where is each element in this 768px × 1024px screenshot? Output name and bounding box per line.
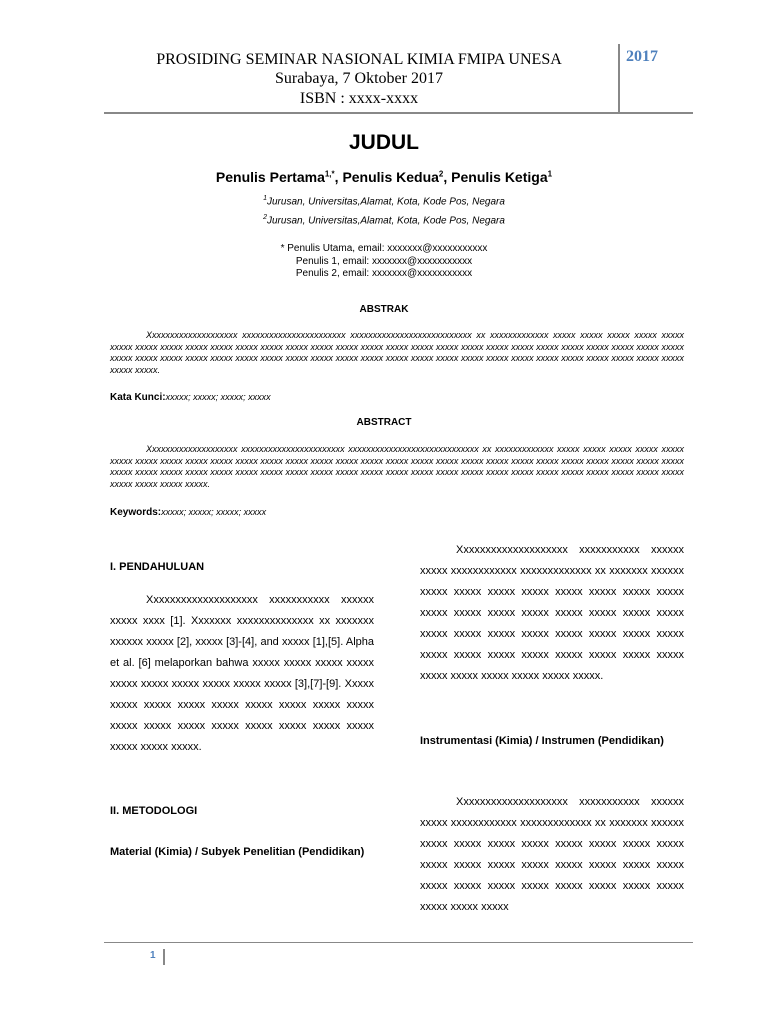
affiliation-1 (0, 195, 768, 207)
keywords-label: Keywords: (110, 507, 162, 518)
page-number-divider (163, 949, 165, 965)
email-corresponding: * Penulis Utama, email: xxxxxxx@xxxxxxxxxxx (280, 243, 488, 254)
paper-title: JUDUL (348, 131, 419, 154)
proceedings-isbn: ISBN : xxxx-xxxx (299, 90, 419, 107)
abstract-body (110, 444, 684, 490)
author-3: Penulis Ketiga (451, 169, 548, 185)
header-vertical-rule (618, 44, 620, 112)
pendahuluan-body (110, 590, 374, 758)
abstract-text: Xxxxxxxxxxxxxxxxxxxx xxxxxxxxxxxxxxxxxxxxxxx xxxxxxxxxxxxxxxxxxxxxxxxxxxxx xx xxxxxxxxxxxxx xxxxx xxxxx xxxxx xxxxx xxxxx xxxxx xxxxx xxxxx xxxxx xxxxx xxxxx xxxxx xxxxx xxxxx xxxxx xxxxx xxxxx xxxxx xxxxx xxxxx xxxxx xxxxx xxxxx xxxxx xxxxx xxxxx xxxxx xxxxx xxxxx xxxxx xxxxx xxxxx xxxxx xxxxx xxxxx xxxxx xxxxx xxxxx xxxxx xxxxx xxxxx xxxxx xxxxx xxxxx xxxxx xxxxx xxxxx xxxxx xxxxx xxxxx xxxxx xxxxx xxxxx xxxxx xxxxx. (110, 444, 684, 489)
right-col-paragraph-1-text: Xxxxxxxxxxxxxxxxxxxx xxxxxxxxxxx xxxxxx xxxxx xxxxxxxxxxxx xxxxxxxxxxxxx xx xxxxxxx xxxxxx xxxxx xxxxx xxxxx xxxxx xxxxx xxxxx xxxxx xxxxx xxxxx xxxxx xxxxx xxxxx xxxxx xxxxx xxxxx xxxxx xxxxx xxxxx xxxxx xxxxx xxxxx xxxxx xxxxx xxxxx xxxxx xxxxx xxxxx xxxxx xxxxx xxxxx xxxxx xxxxx xxxxx xxxxx xxxxx xxxxx xxxxx xxxxx. (420, 544, 684, 682)
author-1: Penulis Pertama (215, 169, 325, 185)
pendahuluan-text: Xxxxxxxxxxxxxxxxxxxx xxxxxxxxxxx xxxxxx xxxxx xxxx [1]. Xxxxxxx xxxxxxxxxxxxxx xx xxxxxxx xxxxxx xxxxx [2], xxxxx [3]-[4], and xxxxx [1],[5]. Alpha et al. [6] melaporkan bahwa xxxxx xxxxx xxxxx xxxxx xxxxx xxxxx xxxxx xxxxx xxxxx xxxxx [3],[7]-[9]. Xxxxx xxxxx xxxxx xxxxx xxxxx xxxxx xxxxx xxxxx xxxxx xxxxx xxxxx xxxxx xxxxx xxxxx xxxxx xxxxx xxxxx xxxxx xxxxx xxxxx. (110, 594, 374, 753)
right-col-paragraph-1 (420, 540, 684, 687)
affiliation-2-text: Jurusan, Universitas,Alamat, Kota, Kode Pos, Negara (267, 215, 505, 227)
author-2: Penulis Kedua (342, 169, 439, 185)
header-rule (104, 112, 693, 114)
keywords (110, 507, 266, 518)
affiliation-2 (0, 214, 768, 226)
proceedings-title: PROSIDING SEMINAR NASIONAL KIMIA FMIPA UNESA (156, 51, 562, 68)
page-number: 1 (150, 950, 156, 961)
abstract-heading: ABSTRACT (356, 417, 412, 428)
author-3-sup: 1 (547, 169, 553, 179)
right-col-paragraph-2 (420, 792, 684, 918)
author-list (0, 169, 768, 185)
author-2-sup: 2 (438, 169, 444, 179)
email-author-1: Penulis 1, email: xxxxxxx@xxxxxxxxxxx (295, 256, 473, 267)
kata-kunci-values: xxxxx; xxxxx; xxxxx; xxxxx (165, 392, 271, 402)
kata-kunci-label: Kata Kunci: (110, 392, 166, 403)
abstrak-heading: ABSTRAK (359, 304, 409, 315)
section-heading-pendahuluan: I. PENDAHULUAN (110, 561, 205, 573)
author-1-sup: 1,* (324, 169, 335, 179)
kata-kunci (110, 392, 271, 403)
subsection-instrumentasi: Instrumentasi (Kimia) / Instrumen (Pendidikan) (420, 735, 664, 747)
abstrak-text: Xxxxxxxxxxxxxxxxxxxx xxxxxxxxxxxxxxxxxxxxxxx xxxxxxxxxxxxxxxxxxxxxxxxxxx xx xxxxxxxxxxxxx xxxxx xxxxx xxxxx xxxxx xxxxx xxxxx xxxxx xxxxx xxxxx xxxxx xxxxx xxxxx xxxxx xxxxx xxxxx xxxxx xxxxx xxxxx xxxxx xxxxx xxxxx xxxxx xxxxx xxxxx xxxxx xxxxx xxxxx xxxxx xxxxx xxxxx xxxxx xxxxx xxxxx xxxxx xxxxx xxxxx xxxxx xxxxx xxxxx xxxxx xxxxx xxxxx xxxxx xxxxx xxxxx xxxxx xxxxx xxxxx xxxxx xxxxx xxxxx xxxxx xxxxx. (110, 330, 684, 375)
header-year: 2017 (626, 48, 658, 65)
proceedings-location-date: Surabaya, 7 Oktober 2017 (275, 70, 443, 87)
right-col-paragraph-2-text: Xxxxxxxxxxxxxxxxxxxx xxxxxxxxxxx xxxxxx xxxxx xxxxxxxxxxxx xxxxxxxxxxxxx xx xxxxxxx xxxxxx xxxxx xxxxx xxxxx xxxxx xxxxx xxxxx xxxxx xxxxx xxxxx xxxxx xxxxx xxxxx xxxxx xxxxx xxxxx xxxxx xxxxx xxxxx xxxxx xxxxx xxxxx xxxxx xxxxx xxxxx xxxxx xxxxx xxxxx (420, 796, 684, 913)
section-heading-metodologi: II. METODOLOGI (110, 805, 198, 817)
keywords-values: xxxxx; xxxxx; xxxxx; xxxxx (161, 507, 267, 517)
footer-rule (104, 942, 693, 943)
email-author-2: Penulis 2, email: xxxxxxx@xxxxxxxxxxx (295, 268, 473, 279)
affiliation-1-sup: 1 (263, 195, 267, 202)
affiliation-1-text: Jurusan, Universitas,Alamat, Kota, Kode Pos, Negara (267, 196, 505, 208)
author-separator: , (334, 169, 343, 185)
author-separator: , (443, 169, 452, 185)
subsection-material: Material (Kimia) / Subyek Penelitian (Pendidikan) (110, 846, 365, 858)
abstrak-body (110, 330, 684, 376)
affiliation-2-sup: 2 (263, 214, 267, 221)
